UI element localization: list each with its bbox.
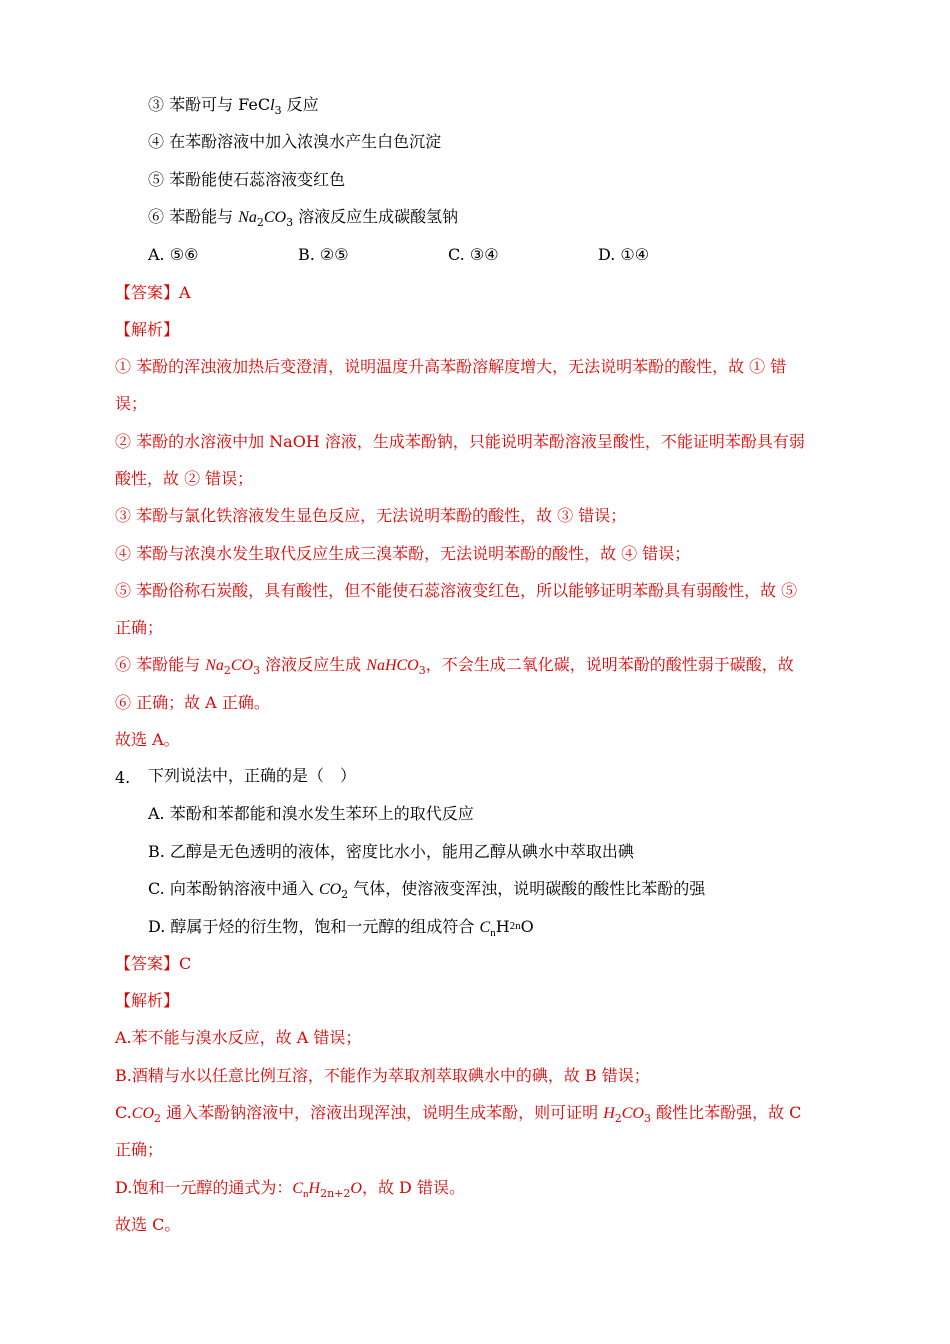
q3-item-4: ④ 在苯酚溶液中加入浓溴水产生白色沉淀 xyxy=(148,132,442,151)
q4-option-a: A. 苯酚和苯都能和溴水发生苯环上的取代反应 xyxy=(148,804,474,823)
q3-analysis-line-3: ② 苯酚的水溶液中加 NaOH 溶液，生成苯酚钠，只能说明苯酚溶液呈酸性，不能证明苯酚具有弱 xyxy=(115,432,805,451)
q3-item-3: ③ 苯酚可与 FeCl$_3$ 反应 xyxy=(148,95,319,117)
q4-option-d: D. 醇属于烃的衍生物，饱和一元醇的组成符合 $C_nH^{2n}O$ xyxy=(148,917,534,939)
q4-analysis-final: 故选 C。 xyxy=(115,1215,181,1234)
q4-analysis-c: $C.CO_2$ 通入苯酚钠溶液中，溶液出现浑浊，说明生成苯酚，则可证明 $H_2CO_3$ 酸性比苯酚强，故 C xyxy=(115,1103,802,1125)
q4-analysis-label: 【解析】 xyxy=(115,991,180,1010)
q3-analysis-line-9: ⑥ 苯酚能与 $Na_2CO_3$ 溶液反应生成 NaHCO$_3$，不会生成二氧化碳，说明苯酚的酸性弱于碳酸，故 xyxy=(115,655,794,677)
q3-analysis-line-1: ① 苯酚的浑浊液加热后变澄清，说明温度升高苯酚溶解度增大，无法说明苯酚的酸性，故 ① 错 xyxy=(115,357,787,376)
q3-analysis-line-4: 酸性，故 ② 错误； xyxy=(115,469,254,488)
q4-answer: 【答案】C xyxy=(115,954,192,973)
q4-analysis-a: A.苯不能与溴水反应，故 A 错误； xyxy=(115,1028,362,1047)
q4-number: 4. xyxy=(115,768,131,787)
q4-stem: 下列说法中，正确的是（ ） xyxy=(148,766,357,785)
q4-analysis-b: B.酒精与水以任意比例互溶，不能作为萃取剂萃取碘水中的碘，故 B 错误； xyxy=(115,1066,650,1085)
q3-analysis-line-2: 误； xyxy=(115,394,148,413)
q3-analysis-label: 【解析】 xyxy=(115,320,180,339)
q3-analysis-line-5: ③ 苯酚与氯化铁溶液发生显色反应，无法说明苯酚的酸性，故 ③ 错误； xyxy=(115,506,627,525)
q3-item-5: ⑤ 苯酚能使石蕊溶液变红色 xyxy=(148,170,346,189)
q3-analysis-line-6: ④ 苯酚与浓溴水发生取代反应生成三溴苯酚，无法说明苯酚的酸性，故 ④ 错误； xyxy=(115,544,691,563)
q4-option-c: C. 向苯酚钠溶液中通入 $CO_2$ 气体，使溶液变浑浊，说明碳酸的酸性比苯酚的强 xyxy=(148,879,706,901)
q3-analysis-line-7: ⑤ 苯酚俗称石炭酸，具有酸性，但不能使石蕊溶液变红色，所以能够证明苯酚具有弱酸性，故 ⑤ xyxy=(115,581,798,600)
q3-option-b: B. ②⑤ xyxy=(298,245,349,264)
q3-analysis-line-11: 故选 A。 xyxy=(115,730,180,749)
q3-item-6: ⑥ 苯酚能与 $Na_2CO_3$ 溶液反应生成碳酸氢钠 xyxy=(148,207,459,229)
q4-analysis-d: D.饱和一元醇的通式为：$C_nH_{2n+2}O$，故 D 错误。 xyxy=(115,1178,465,1200)
q3-analysis-line-8: 正确； xyxy=(115,618,164,637)
q3-answer: 【答案】A xyxy=(115,283,191,302)
q3-option-c: C. ③④ xyxy=(448,245,499,264)
q4-analysis-c-cont: 正确； xyxy=(115,1140,164,1159)
q3-option-d: D. ①④ xyxy=(598,245,650,264)
q3-option-a: A. ⑤⑥ xyxy=(148,245,199,264)
q3-analysis-line-10: ⑥ 正确；故 A 正确。 xyxy=(115,693,270,712)
q4-option-b: B. 乙醇是无色透明的液体，密度比水小，能用乙醇从碘水中萃取出碘 xyxy=(148,842,634,861)
